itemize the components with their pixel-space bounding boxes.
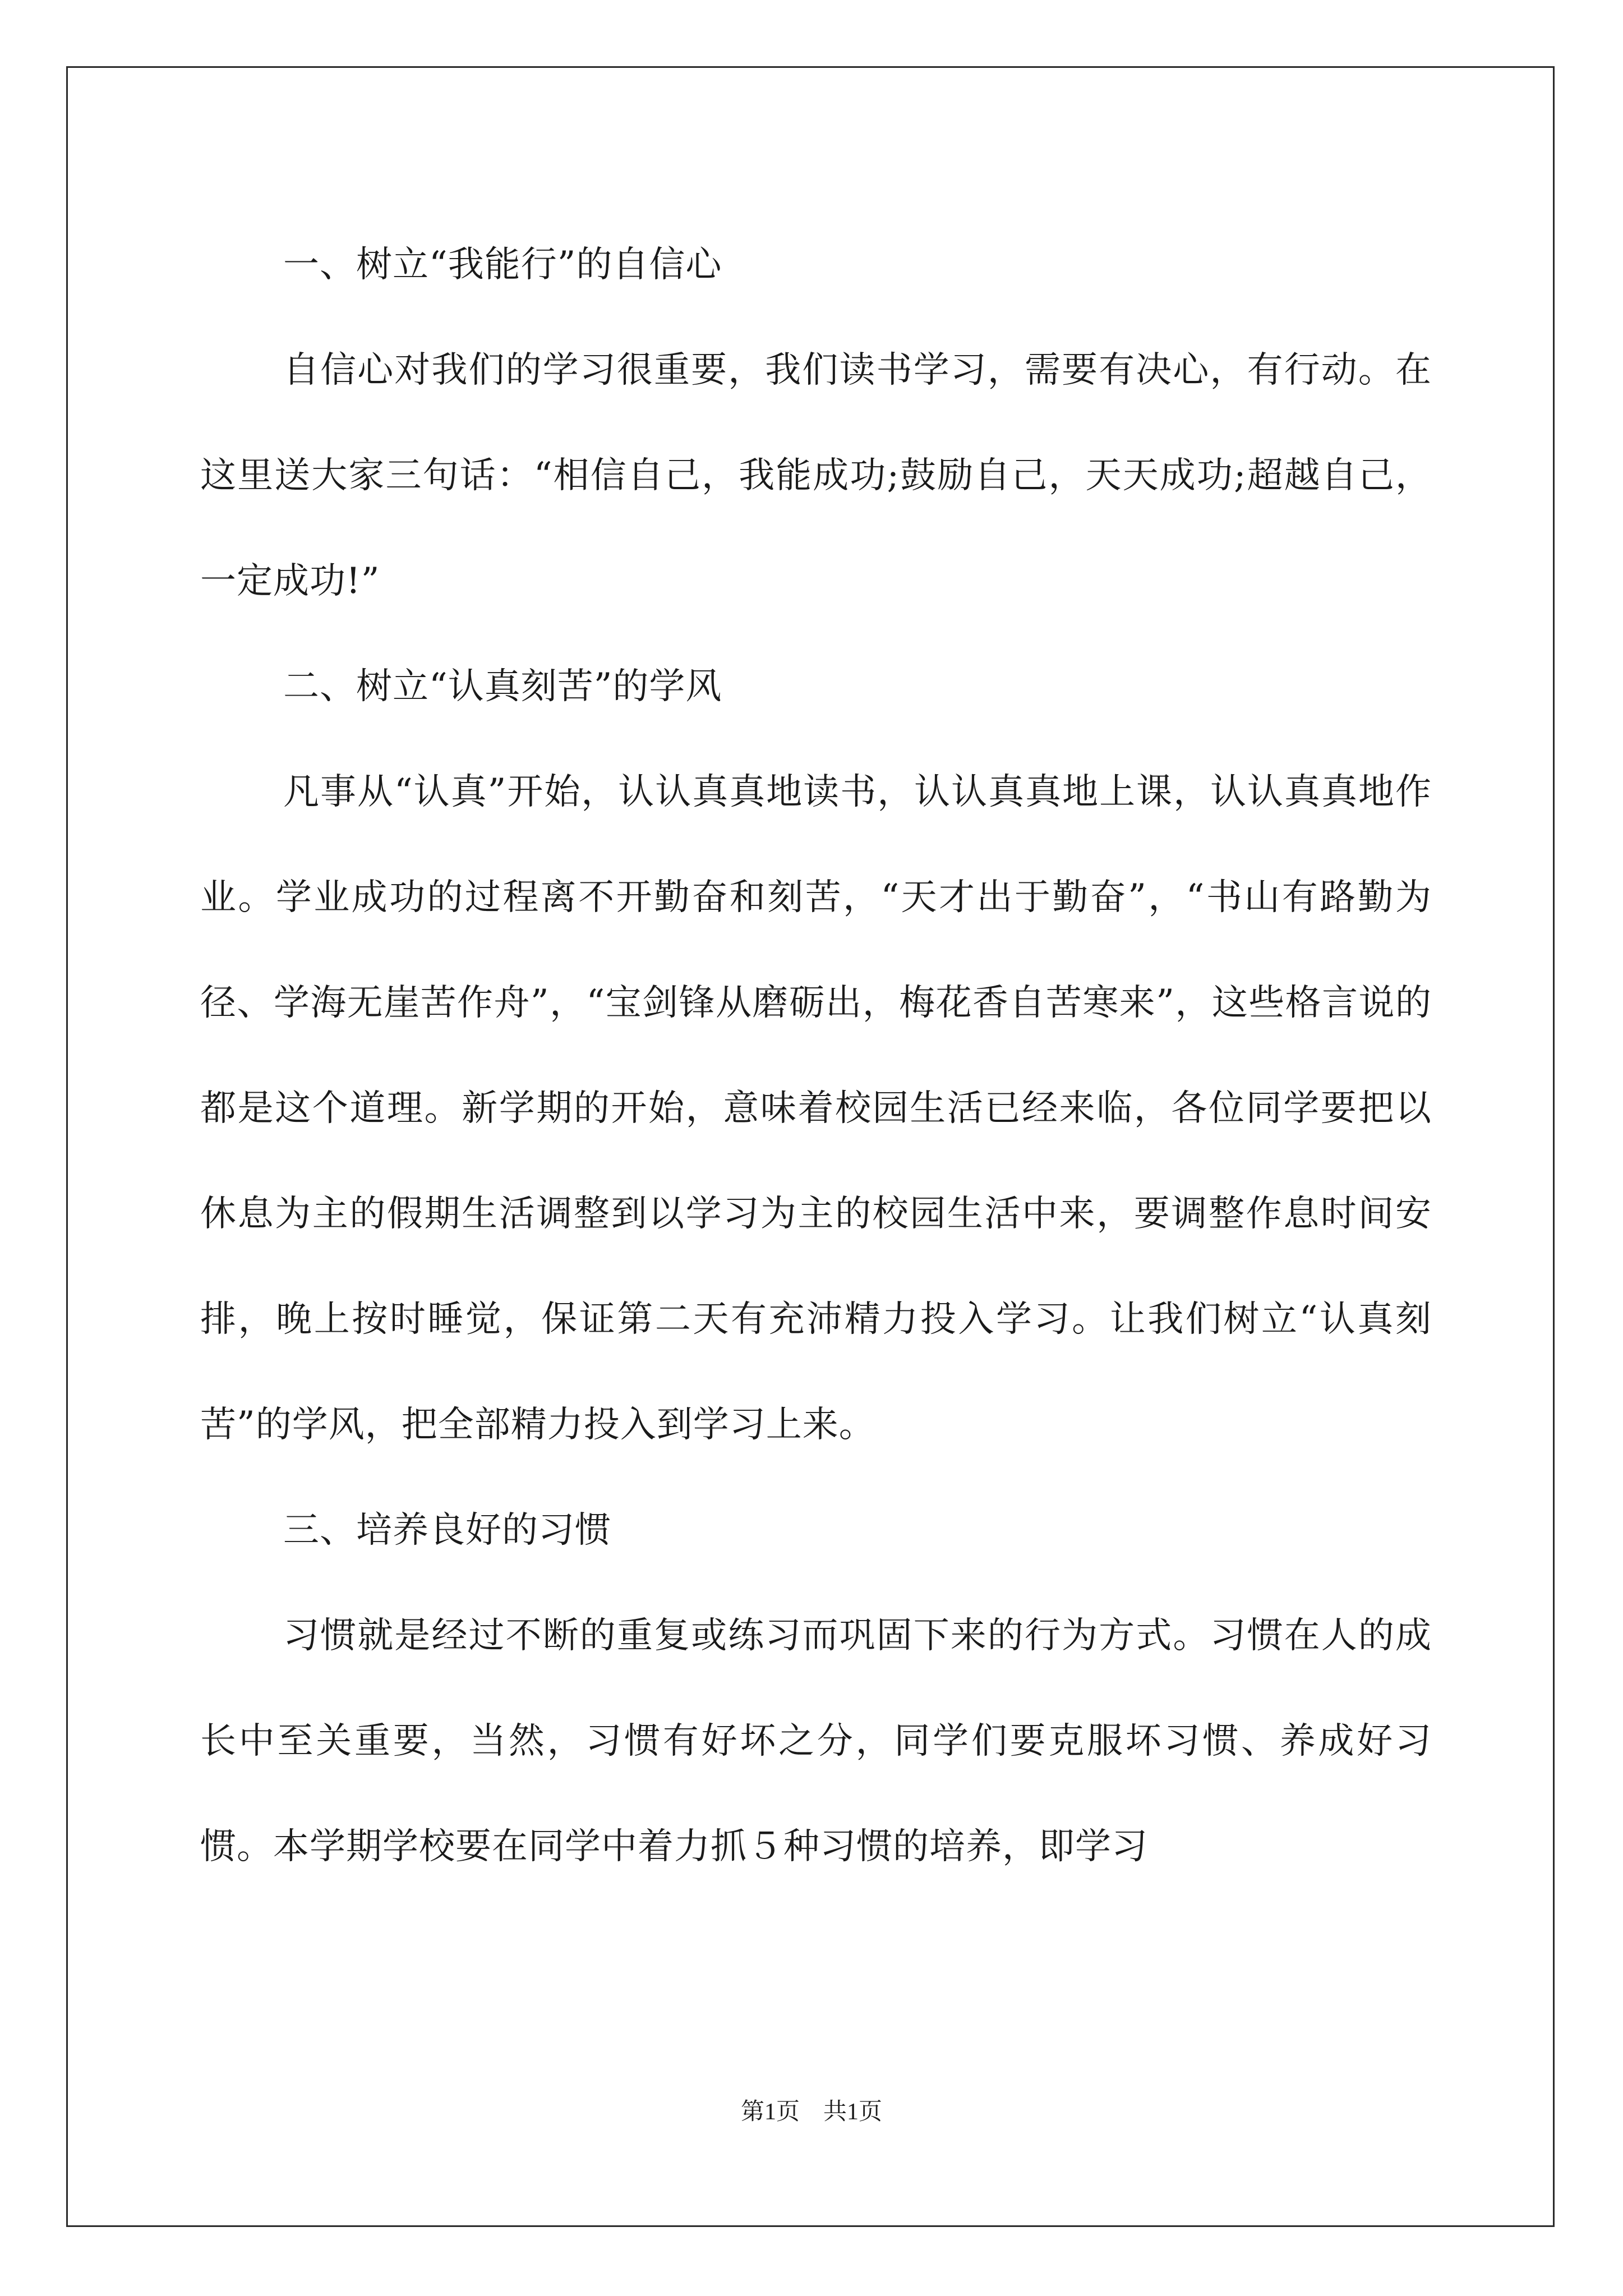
document-body <box>200 212 1432 1899</box>
body-paragraph-2: 凡事从“认真”开始，认认真真地读书，认认真真地上课，认认真真地作业。学业成功的过程离不开勤奋和刻苦，“天才出于勤奋”，“书山有路勤为径、学海无崖苦作舟”，“宝剑锋从磨砺出，梅花香自苦寒来”，这些格言说的都是这个道理。新学期的开始，意味着校园生活已经来临，各位同学要把以休息为主的假期生活调整到以学习为主的校园生活中来，要调整作息时间安排，晚上按时睡觉，保证第二天有充沛精力投入学习。让我们树立“认真刻苦”的学风，把全部精力投入到学习上来。 <box>200 771 1432 1446</box>
body-paragraph-3: 习惯就是经过不断的重复或练习而巩固下来的行为方式。习惯在人的成长中至关重要，当然，习惯有好坏之分，同学们要克服坏习惯、养成好习惯。本学期学校要在同学中着力抓５种习惯的培养，即学习 <box>200 1615 1432 1867</box>
section-heading-3: 三、培养良好的习惯 <box>283 1510 611 1551</box>
page-number-footer: 第1页 共1页 <box>740 2099 882 2125</box>
section-heading-1: 一、树立“我能行”的自信心 <box>283 244 722 286</box>
section-heading-2: 二、树立“认真刻苦”的学风 <box>283 666 722 707</box>
body-paragraph-1: 自信心对我们的学习很重要，我们读书学习，需要有决心，有行动。在这里送大家三句话：“相信自己，我能成功;鼓励自己，天天成功;超越自己，一定成功!” <box>200 349 1432 602</box>
